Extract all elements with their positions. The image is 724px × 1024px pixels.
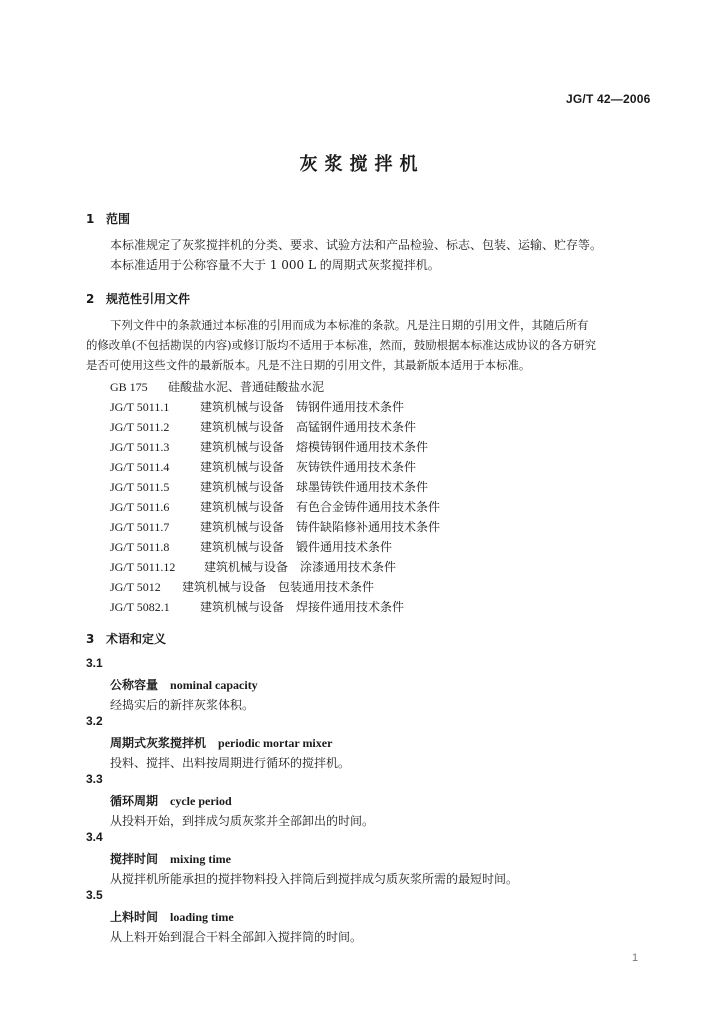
term-entry [110, 850, 231, 867]
reference-code: JG/T 5011.1 [110, 400, 170, 414]
term-en: cycle period [170, 794, 232, 808]
reference-title: 建筑机械与设备 铸钢件通用技术条件 [200, 400, 405, 414]
reference-title: 建筑机械与设备 熔模铸钢件通用技术条件 [200, 440, 429, 454]
section-heading-terms [86, 630, 166, 647]
reference-item [110, 438, 428, 455]
term-en: periodic mortar mixer [218, 736, 333, 750]
section-title: 术语和定义 [106, 632, 167, 646]
term-definition: 经捣实后的新拌灰浆体积。 [110, 698, 255, 712]
clause-number: 3.5 [86, 888, 103, 902]
references-intro-line-1: 下列文件中的条款通过本标准的引用而成为本标准的条款。凡是注日期的引用文件，其随后所有 [110, 318, 589, 332]
reference-code: JG/T 5082.1 [110, 600, 170, 614]
term-definition: 从上料开始到混合干料全部卸入搅拌筒的时间。 [110, 930, 363, 944]
reference-code: GB 175 [110, 380, 148, 394]
term-entry [110, 908, 234, 925]
reference-title: 建筑机械与设备 高锰钢件通用技术条件 [200, 420, 417, 434]
term-entry [110, 792, 232, 809]
reference-title: 建筑机械与设备 锻件通用技术条件 [200, 540, 393, 554]
reference-item [110, 538, 392, 555]
reference-item [110, 418, 416, 435]
reference-title: 建筑机械与设备 包装通用技术条件 [182, 580, 375, 594]
reference-code: JG/T 5012 [110, 580, 161, 594]
reference-code: JG/T 5011.7 [110, 520, 170, 534]
term-zh: 循环周期 [110, 794, 159, 808]
scope-paragraph-2: 本标准适用于公称容量不大于 1 000 L 的周期式灰浆搅拌机。 [110, 258, 440, 272]
clause-number: 3.3 [86, 772, 103, 786]
reference-item [110, 598, 404, 615]
term-zh: 周期式灰浆搅拌机 [110, 736, 207, 750]
reference-item [110, 398, 404, 415]
term-zh: 搅拌时间 [110, 852, 159, 866]
reference-item [110, 378, 324, 395]
references-intro-line-2: 的修改单(不包括勘误的内容)或修订版均不适用于本标准，然而，鼓励根据本标准达成协议的各方研究 [86, 338, 597, 352]
section-title: 范围 [106, 212, 131, 226]
reference-title: 建筑机械与设备 铸件缺陷修补通用技术条件 [200, 520, 441, 534]
term-zh: 上料时间 [110, 910, 159, 924]
reference-title: 建筑机械与设备 球墨铸铁件通用技术条件 [200, 480, 429, 494]
clause-number: 3.4 [86, 830, 103, 844]
reference-item [110, 518, 440, 535]
reference-code: JG/T 5011.6 [110, 500, 170, 514]
term-en: mixing time [170, 852, 232, 866]
scope-paragraph-1: 本标准规定了灰浆搅拌机的分类、要求、试验方法和产品检验、标志、包装、运输、贮存等。 [110, 238, 603, 252]
section-heading-scope [86, 210, 130, 227]
page-number: 1 [632, 952, 639, 964]
document-title: 灰浆搅拌机 [299, 154, 425, 175]
reference-code: JG/T 5011.2 [110, 420, 170, 434]
reference-item [110, 558, 396, 575]
reference-code: JG/T 5011.12 [110, 560, 176, 574]
section-number: 2 [86, 292, 95, 306]
reference-code: JG/T 5011.8 [110, 540, 170, 554]
reference-title: 建筑机械与设备 有色合金铸件通用技术条件 [200, 500, 441, 514]
section-number: 3 [86, 632, 95, 646]
section-title: 规范性引用文件 [106, 292, 191, 306]
section-number: 1 [86, 212, 95, 226]
section-heading-references [86, 290, 190, 307]
term-zh: 公称容量 [110, 678, 159, 692]
term-entry [110, 676, 258, 693]
reference-title: 建筑机械与设备 涂漆通用技术条件 [204, 560, 397, 574]
term-definition: 投料、搅拌、出料按周期进行循环的搅拌机。 [110, 756, 351, 770]
clause-number: 3.1 [86, 656, 103, 670]
term-definition: 从搅拌机所能承担的搅拌物料投入拌筒后到搅拌成匀质灰浆所需的最短时间。 [110, 872, 519, 886]
term-entry [110, 734, 332, 751]
reference-item [110, 578, 374, 595]
term-definition: 从投料开始，到拌成匀质灰浆并全部卸出的时间。 [110, 814, 375, 828]
reference-title: 建筑机械与设备 焊接件通用技术条件 [200, 600, 405, 614]
reference-item [110, 478, 428, 495]
term-en: nominal capacity [170, 678, 258, 692]
standard-code: JG/T 42—2006 [566, 92, 651, 106]
clause-number: 3.2 [86, 714, 103, 728]
term-en: loading time [170, 910, 234, 924]
reference-title: 硅酸盐水泥、普通硅酸盐水泥 [168, 380, 325, 394]
references-intro-line-3: 是否可使用这些文件的最新版本。凡是不注日期的引用文件，其最新版本适用于本标准。 [86, 358, 531, 372]
reference-item [110, 498, 440, 515]
reference-title: 建筑机械与设备 灰铸铁件通用技术条件 [200, 460, 417, 474]
reference-code: JG/T 5011.3 [110, 440, 170, 454]
reference-code: JG/T 5011.5 [110, 480, 170, 494]
reference-item [110, 458, 416, 475]
reference-code: JG/T 5011.4 [110, 460, 170, 474]
